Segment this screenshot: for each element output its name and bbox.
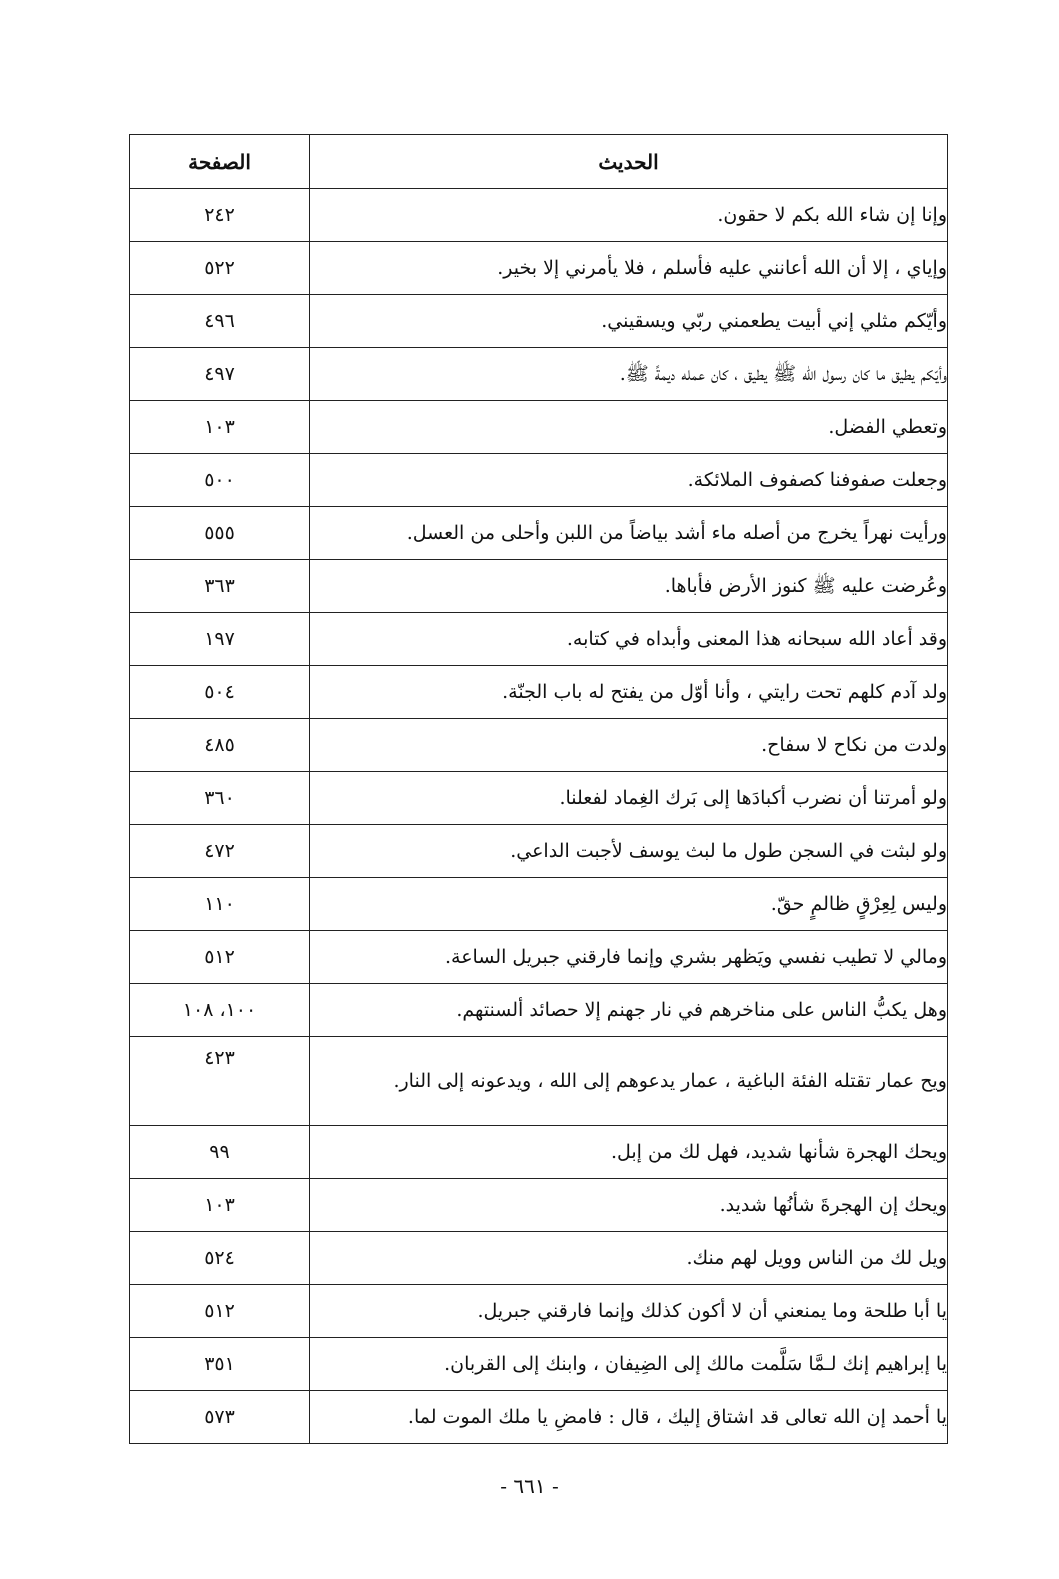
table-row	[130, 772, 948, 825]
page-reference-cell: ٥١٢	[130, 931, 310, 984]
table-row	[130, 507, 948, 560]
page-reference-cell: ٤٢٣	[130, 1037, 310, 1126]
table-row	[130, 1232, 948, 1285]
hadith-text-cell: ويحك الهجرة شأنها شديد، فهل لك من إبل.	[310, 1126, 948, 1179]
hadith-text-cell: وإياي ، إلا أن الله أعانني عليه فأسلم ، فلا يأمرني إلا بخير.	[310, 242, 948, 295]
page-reference-cell: ٣٥١	[130, 1338, 310, 1391]
table-row	[130, 189, 948, 242]
hadith-text-cell: وأيّكم يطيق ما كان رسول الله ﷺ يطيق ، كان عمله ديمةً ﷺ.	[310, 348, 948, 401]
page-reference-cell: ٤٩٦	[130, 295, 310, 348]
table-row	[130, 613, 948, 666]
hadith-text-cell: وإنا إن شاء الله بكم لا حقون.	[310, 189, 948, 242]
page-reference-cell: ٥٧٣	[130, 1391, 310, 1444]
hadith-text-cell: ومالي لا تطيب نفسي ويَظهر بشري وإنما فارقني جبريل الساعة.	[310, 931, 948, 984]
page-number: - ٦٦١ -	[500, 1474, 559, 1498]
table-row	[130, 719, 948, 772]
hadith-text-cell: وجعلت صفوفنا كصفوف الملائكة.	[310, 454, 948, 507]
table-row	[130, 878, 948, 931]
page-reference-cell: ٣٦٣	[130, 560, 310, 613]
page-reference-cell: ١٠٠، ١٠٨	[130, 984, 310, 1037]
table-row	[130, 825, 948, 878]
page-reference-cell: ٥٢٤	[130, 1232, 310, 1285]
column-header-page: الصفحة	[130, 135, 310, 189]
page-reference-cell: ٥١٢	[130, 1285, 310, 1338]
table-row	[130, 1391, 948, 1444]
page-reference-cell: ١١٠	[130, 878, 310, 931]
table-row	[130, 242, 948, 295]
hadith-text-cell: وأيّكم مثلي إني أبيت يطعمني ربّي ويسقيني.	[310, 295, 948, 348]
page-reference-cell: ٤٧٢	[130, 825, 310, 878]
page-reference-cell: ٥٠٤	[130, 666, 310, 719]
page-reference-cell: ١٩٧	[130, 613, 310, 666]
hadith-text-cell: ولدت من نكاح لا سفاح.	[310, 719, 948, 772]
page-reference-cell: ٤٩٧	[130, 348, 310, 401]
page-reference-cell: ٤٨٥	[130, 719, 310, 772]
page-reference-cell: ٥٥٥	[130, 507, 310, 560]
table-row	[130, 1179, 948, 1232]
table-row	[130, 454, 948, 507]
page-reference-cell: ٥٢٢	[130, 242, 310, 295]
page-reference-cell: ٢٤٢	[130, 189, 310, 242]
table-row	[130, 295, 948, 348]
table-row	[130, 401, 948, 454]
page-reference-cell: ٣٦٠	[130, 772, 310, 825]
table-row	[130, 1285, 948, 1338]
hadith-index-table	[129, 134, 948, 1444]
hadith-text-cell: ويحك إن الهجرةَ شأنُها شديد.	[310, 1179, 948, 1232]
page-reference-cell: ١٠٣	[130, 1179, 310, 1232]
table-row	[130, 931, 948, 984]
hadith-text-cell: يا إبراهيم إنك لـمَّا سَلَّمت مالك إلى الضِيفان ، وابنك إلى القربان.	[310, 1338, 948, 1391]
table-header-row	[130, 135, 948, 189]
table-row	[130, 560, 948, 613]
table-row	[130, 1037, 948, 1126]
table-row	[130, 984, 948, 1037]
hadith-text-cell: وقد أعاد الله سبحانه هذا المعنى وأبداه في كتابه.	[310, 613, 948, 666]
hadith-text-cell: ولو أمرتنا أن نضرب أكبادَها إلى بَرك الغِماد لفعلنا.	[310, 772, 948, 825]
hadith-text-cell: ورأيت نهراً يخرج من أصله ماء أشد بياضاً من اللبن وأحلى من العسل.	[310, 507, 948, 560]
table-row	[130, 666, 948, 719]
hadith-text-cell: ويل لك من الناس وويل لهم منك.	[310, 1232, 948, 1285]
hadith-text-cell: وعُرضت عليه ﷺ كنوز الأرض فأباها.	[310, 560, 948, 613]
hadith-text-cell: ولد آدم كلهم تحت رايتي ، وأنا أوّل من يفتح له باب الجنّة.	[310, 666, 948, 719]
hadith-text-cell: ويح عمار تقتله الفئة الباغية ، عمار يدعوهم إلى الله ، ويدعونه إلى النار.	[310, 1037, 948, 1126]
table-body	[130, 189, 948, 1444]
hadith-text-cell: يا أبا طلحة وما يمنعني أن لا أكون كذلك وإنما فارقني جبريل.	[310, 1285, 948, 1338]
page-reference-cell: ١٠٣	[130, 401, 310, 454]
hadith-text-cell: يا أحمد إن الله تعالى قد اشتاق إليك ، قال : فامضِ يا ملك الموت لما.	[310, 1391, 948, 1444]
table-row	[130, 348, 948, 401]
hadith-text-cell: وتعطي الفضل.	[310, 401, 948, 454]
column-header-hadith: الحديث	[310, 135, 948, 189]
hadith-text-cell: وليس لِعِرْقٍ ظالمٍ حقّ.	[310, 878, 948, 931]
table-row	[130, 1338, 948, 1391]
hadith-text-cell: ولو لبثت في السجن طول ما لبث يوسف لأجبت الداعي.	[310, 825, 948, 878]
hadith-text-cell: وهل يكبُّ الناس على مناخرهم في نار جهنم إلا حصائد ألسنتهم.	[310, 984, 948, 1037]
page-reference-cell: ٥٠٠	[130, 454, 310, 507]
table-row	[130, 1126, 948, 1179]
page-reference-cell: ٩٩	[130, 1126, 310, 1179]
